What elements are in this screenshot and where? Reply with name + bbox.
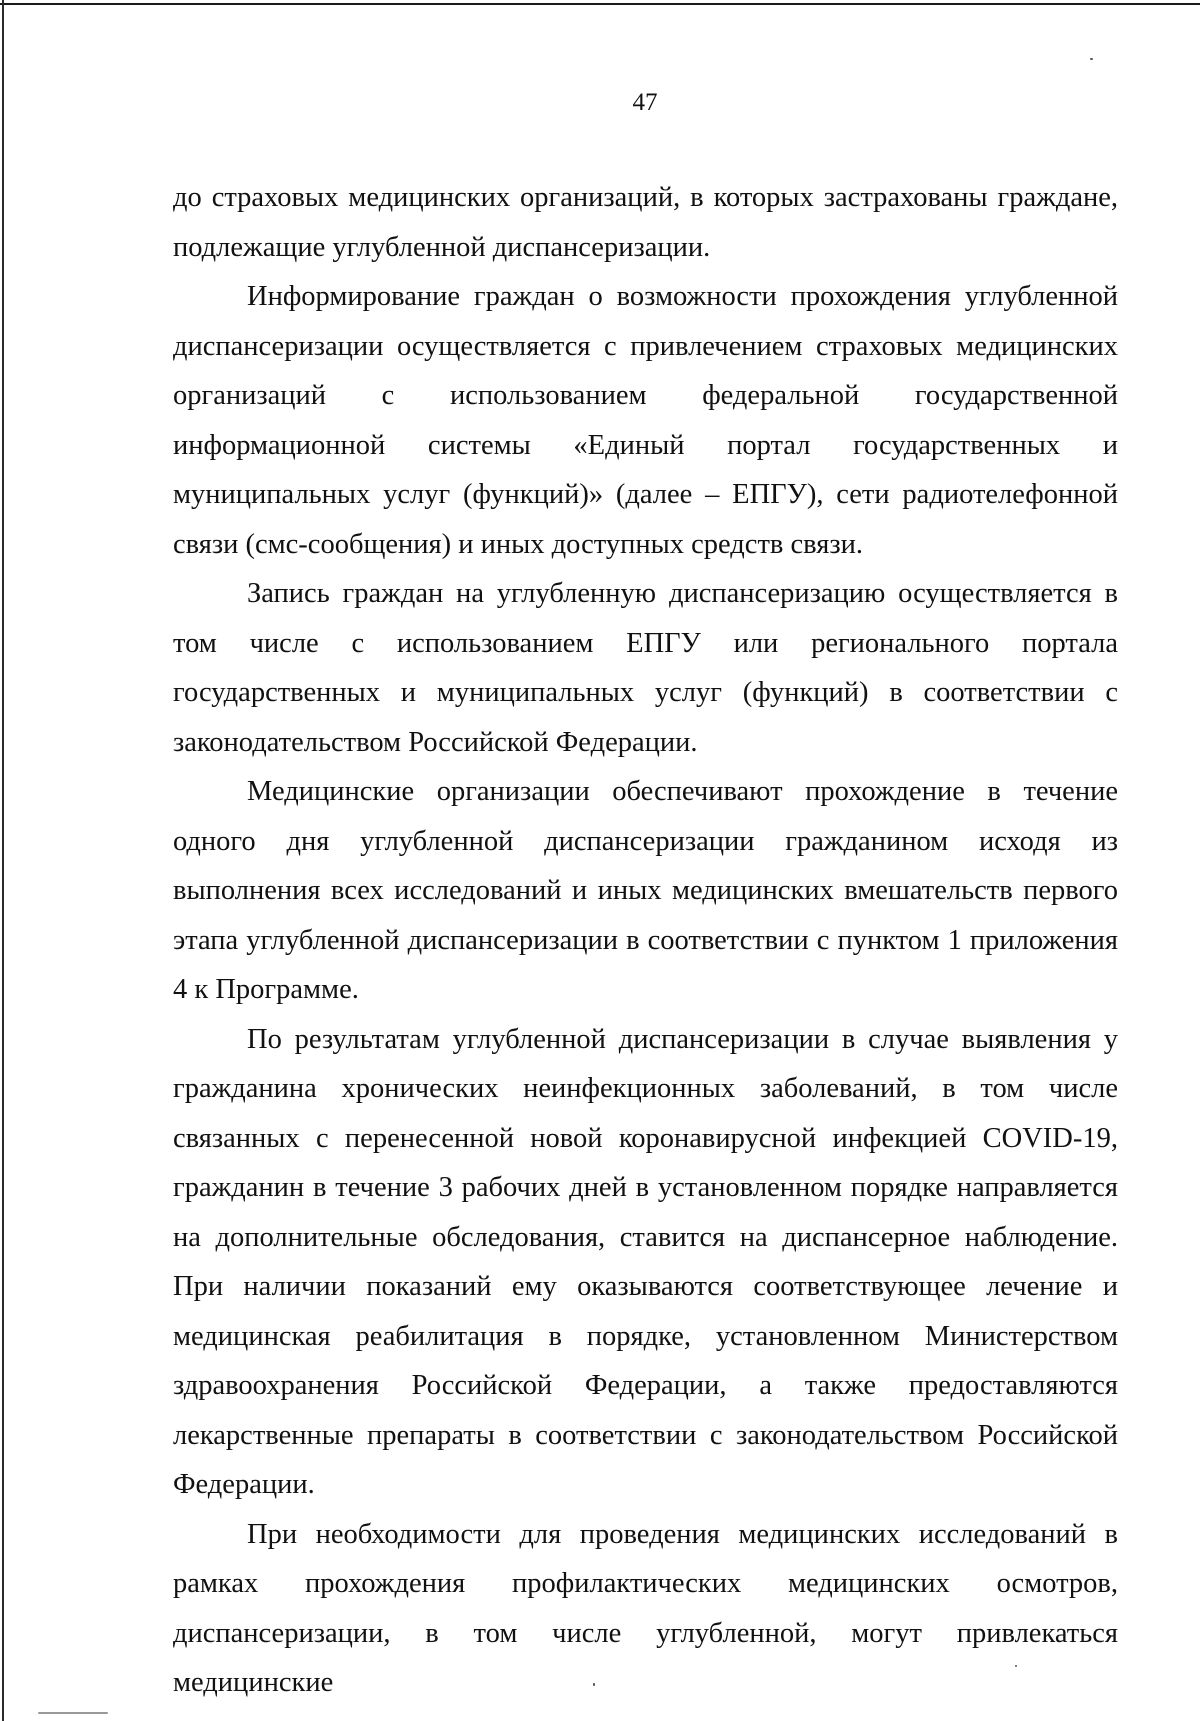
paragraph-continuation: до страховых медицинских организаций, в которых застрахованы граждане, подлежащие углубленной диспансеризации. xyxy=(173,182,1118,263)
paragraph-medical-organizations: Медицинские организации обеспечивают прохождение в течение одного дня углубленной диспансеризации гражданином исходя из выполнения всех исследований и иных медицинских вмешательств первого этапа углубленной диспансеризации в соответствии с пунктом 1 приложения 4 к Программе. xyxy=(173,776,1118,1005)
scan-speck xyxy=(38,1712,108,1714)
scan-speck xyxy=(1015,1665,1017,1667)
page-number: 47 xyxy=(632,89,658,116)
paragraph-necessity: При необходимости для проведения медицинских исследований в рамках прохождения профилактических медицинских осмотров, диспансеризации, в том числе углубленной, могут привлекаться медицинские xyxy=(173,1518,1118,1698)
scan-border-left xyxy=(2,0,4,1721)
scan-speck xyxy=(1090,58,1093,60)
scan-border-top xyxy=(0,3,1200,5)
document-body xyxy=(173,173,1118,1708)
paragraph-registration: Запись граждан на углубленную диспансеризацию осуществляется в том числе с использованием ЕПГУ или регионального портала государственных и муниципальных услуг (функций) в соответствии с законодательством Российской Федерации. xyxy=(173,578,1118,758)
paragraph-informing: Информирование граждан о возможности прохождения углубленной диспансеризации осуществляется с привлечением страховых медицинских организаций с использованием федеральной государственной информационной системы «Единый портал государственных и муниципальных услуг (функций)» (далее – ЕПГУ), сети радиотелефонной связи (смс-сообщения) и иных доступных средств связи. xyxy=(173,281,1118,560)
scan-speck xyxy=(593,1683,595,1686)
paragraph-results: По результатам углубленной диспансеризации в случае выявления у гражданина хронических неинфекционных заболеваний, в том числе связанных с перенесенной новой коронавирусной инфекцией COVID-19, гражданин в течение 3 рабочих дней в установленном порядке направляется на дополнительные обследования, ставится на диспансерное наблюдение. При наличии показаний ему оказываются соответствующее лечение и медицинская реабилитация в порядке, установленном Министерством здравоохранения Российской Федерации, а также предоставляются лекарственные препараты в соответствии с законодательством Российской Федерации. xyxy=(173,1023,1118,1500)
